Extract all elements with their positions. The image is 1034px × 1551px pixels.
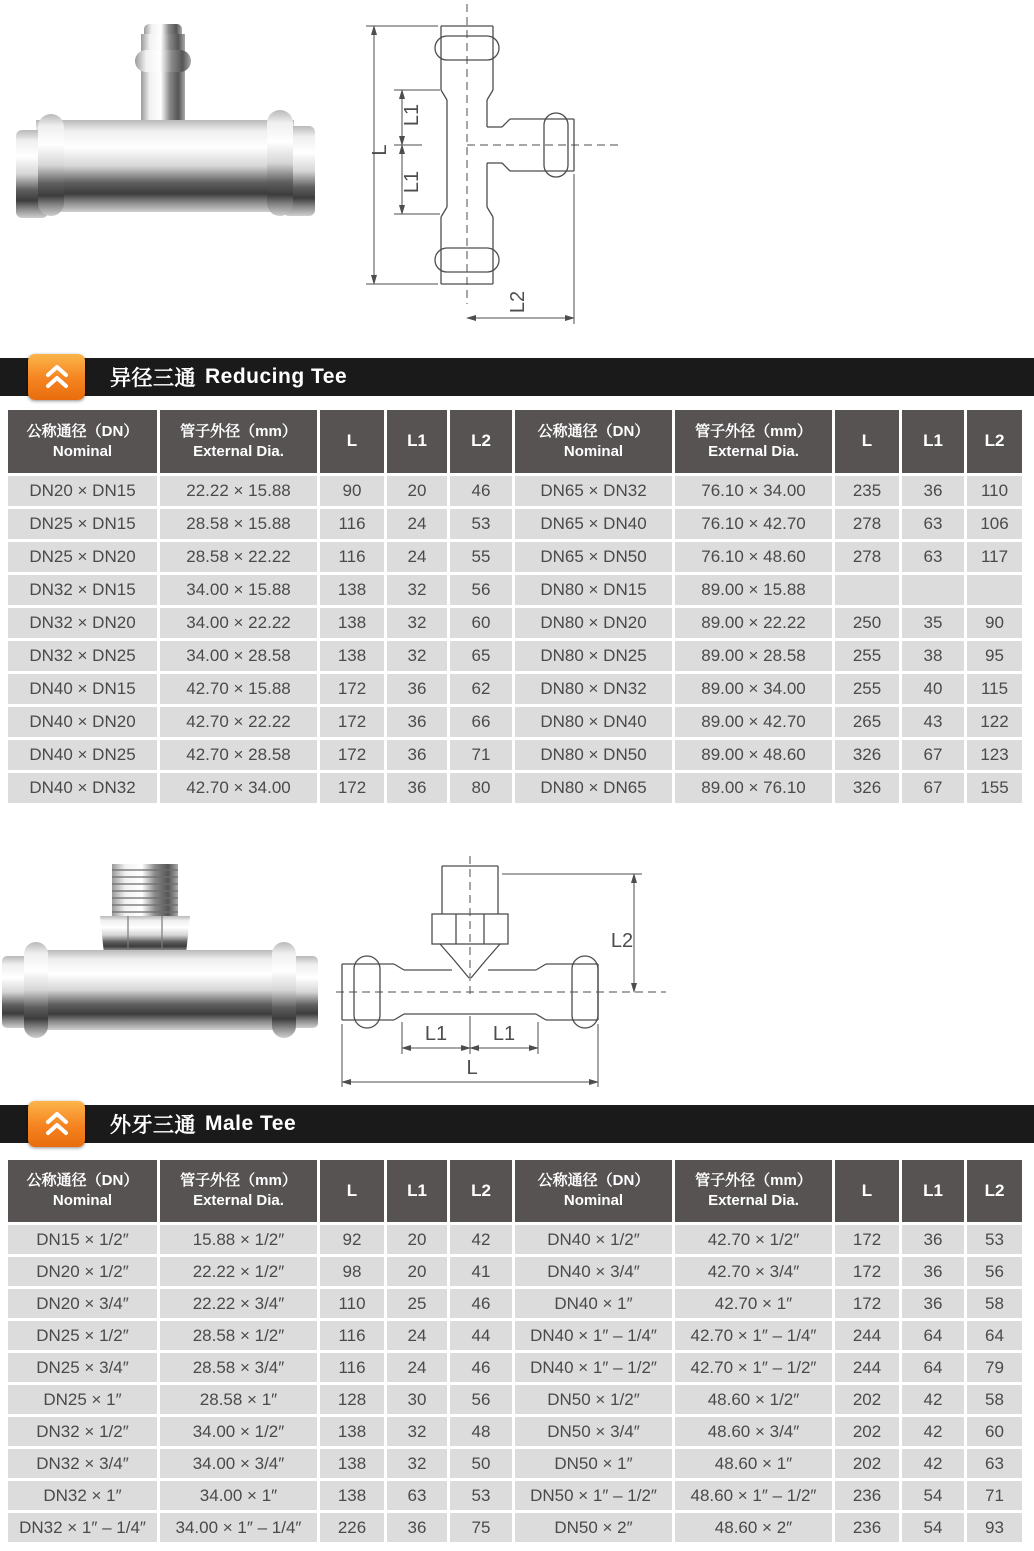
table-cell: 36 bbox=[387, 707, 447, 737]
table-cell: 236 bbox=[835, 1481, 899, 1510]
table-cell: DN80 × DN50 bbox=[515, 740, 672, 770]
table-cell: DN25 × 3/4″ bbox=[8, 1353, 157, 1382]
reducing-tee-table bbox=[8, 410, 1025, 803]
table-cell: 75 bbox=[450, 1513, 512, 1542]
table-cell: 34.00 × 28.58 bbox=[160, 641, 317, 671]
table-cell: DN40 × 1″ – 1/4″ bbox=[515, 1321, 672, 1350]
table-cell: 42 bbox=[902, 1449, 964, 1478]
table-cell: 28.58 × 1/2″ bbox=[160, 1321, 317, 1350]
table-cell: 172 bbox=[320, 740, 384, 770]
table-cell: 202 bbox=[835, 1449, 899, 1478]
table-row bbox=[8, 608, 1025, 638]
table-cell: 63 bbox=[387, 1481, 447, 1510]
table-cell: 32 bbox=[387, 608, 447, 638]
table-cell: 46 bbox=[450, 1289, 512, 1318]
table-cell: 42.70 × 15.88 bbox=[160, 674, 317, 704]
table-cell: 48.60 × 2″ bbox=[675, 1513, 832, 1542]
table-cell: DN40 × 3/4″ bbox=[515, 1257, 672, 1286]
table-cell: 89.00 × 42.70 bbox=[675, 707, 832, 737]
table-row bbox=[8, 1513, 1025, 1542]
table-cell: 34.00 × 1″ – 1/4″ bbox=[160, 1513, 317, 1542]
table-row bbox=[8, 509, 1025, 539]
table-cell: 62 bbox=[450, 674, 512, 704]
header-nominal-right: 公称通径（DN） Nominal bbox=[515, 1160, 672, 1222]
male-tee-table bbox=[8, 1160, 1025, 1542]
table-row bbox=[8, 674, 1025, 704]
table-cell: 38 bbox=[902, 641, 964, 671]
dim-label-l2: L2 bbox=[507, 290, 529, 314]
table-cell: 48.60 × 1/2″ bbox=[675, 1385, 832, 1414]
section-title-en: Reducing Tee bbox=[205, 365, 348, 388]
table-row bbox=[8, 740, 1025, 770]
table-cell: 265 bbox=[835, 707, 899, 737]
table-cell: 60 bbox=[450, 608, 512, 638]
dim-label-l2: L2 bbox=[610, 930, 634, 952]
table-cell: 90 bbox=[967, 608, 1022, 638]
table-row bbox=[8, 1481, 1025, 1510]
table-cell: 117 bbox=[967, 542, 1022, 572]
header-external-right: 管子外径（mm） External Dia. bbox=[675, 410, 832, 473]
table-cell: 278 bbox=[835, 542, 899, 572]
table-cell: 110 bbox=[320, 1289, 384, 1318]
table-cell: DN65 × DN32 bbox=[515, 476, 672, 506]
table-row bbox=[8, 1225, 1025, 1254]
table-cell: DN32 × 1″ bbox=[8, 1481, 157, 1510]
dim-label-l: L bbox=[369, 144, 391, 156]
table-cell: DN20 × 1/2″ bbox=[8, 1257, 157, 1286]
table-cell: 89.00 × 15.88 bbox=[675, 575, 832, 605]
table-cell: 36 bbox=[387, 773, 447, 803]
table-cell: 36 bbox=[902, 1257, 964, 1286]
table-cell: 92 bbox=[320, 1225, 384, 1254]
table-cell: 34.00 × 22.22 bbox=[160, 608, 317, 638]
table-cell: 42.70 × 1″ – 1/2″ bbox=[675, 1353, 832, 1382]
table-cell bbox=[835, 575, 899, 605]
table-cell: 122 bbox=[967, 707, 1022, 737]
table-cell: 54 bbox=[902, 1513, 964, 1542]
table-cell: 42.70 × 22.22 bbox=[160, 707, 317, 737]
dim-label-l1-upper: L1 bbox=[401, 103, 423, 127]
double-chevron-up-icon bbox=[41, 1109, 73, 1139]
table-cell: 172 bbox=[320, 773, 384, 803]
table-cell: 28.58 × 22.22 bbox=[160, 542, 317, 572]
table-cell: 34.00 × 1″ bbox=[160, 1481, 317, 1510]
table-cell: 226 bbox=[320, 1513, 384, 1542]
table-cell: DN32 × DN20 bbox=[8, 608, 157, 638]
table-cell: 63 bbox=[902, 542, 964, 572]
table-cell: 42.70 × 1/2″ bbox=[675, 1225, 832, 1254]
dim-label-l1-lower: L1 bbox=[401, 170, 423, 194]
header-external-left: 管子外径（mm） External Dia. bbox=[160, 410, 317, 473]
double-chevron-up-icon bbox=[41, 362, 73, 392]
table-row bbox=[8, 641, 1025, 671]
table-cell: 63 bbox=[967, 1449, 1022, 1478]
table-cell: 36 bbox=[387, 674, 447, 704]
table-cell: 53 bbox=[450, 1481, 512, 1510]
table-cell: 60 bbox=[967, 1417, 1022, 1446]
table-cell: 36 bbox=[387, 740, 447, 770]
table-cell: 28.58 × 1″ bbox=[160, 1385, 317, 1414]
table-cell: 67 bbox=[902, 773, 964, 803]
table-cell: DN40 × DN25 bbox=[8, 740, 157, 770]
header-nominal-right: 公称通径（DN） Nominal bbox=[515, 410, 672, 473]
table-row bbox=[8, 1353, 1025, 1382]
table-cell: 138 bbox=[320, 575, 384, 605]
table-cell: 244 bbox=[835, 1321, 899, 1350]
table-cell: 89.00 × 22.22 bbox=[675, 608, 832, 638]
table-cell: 95 bbox=[967, 641, 1022, 671]
table-cell: 53 bbox=[450, 509, 512, 539]
table-cell: DN32 × 1″ – 1/4″ bbox=[8, 1513, 157, 1542]
table-cell: 138 bbox=[320, 641, 384, 671]
table-cell: 172 bbox=[835, 1257, 899, 1286]
table-header-row bbox=[8, 410, 1025, 473]
table-cell: DN80 × DN20 bbox=[515, 608, 672, 638]
table-cell: 67 bbox=[902, 740, 964, 770]
table-cell: DN50 × 1″ bbox=[515, 1449, 672, 1478]
male-tee-table-body bbox=[8, 1225, 1025, 1542]
table-cell: 172 bbox=[835, 1289, 899, 1318]
table-cell: DN50 × 3/4″ bbox=[515, 1417, 672, 1446]
table-cell: DN32 × 3/4″ bbox=[8, 1449, 157, 1478]
table-cell: 36 bbox=[902, 1225, 964, 1254]
table-cell bbox=[967, 575, 1022, 605]
table-cell: 89.00 × 48.60 bbox=[675, 740, 832, 770]
table-cell: 46 bbox=[450, 476, 512, 506]
table-cell: 326 bbox=[835, 773, 899, 803]
section-title-zh: 外牙三通 bbox=[110, 1114, 196, 1137]
table-cell: 64 bbox=[967, 1321, 1022, 1350]
table-cell: 24 bbox=[387, 1321, 447, 1350]
table-cell: 22.22 × 15.88 bbox=[160, 476, 317, 506]
table-cell: 55 bbox=[450, 542, 512, 572]
table-cell: DN15 × 1/2″ bbox=[8, 1225, 157, 1254]
table-cell: 30 bbox=[387, 1385, 447, 1414]
table-cell: 138 bbox=[320, 1481, 384, 1510]
male-tee-photo bbox=[0, 852, 340, 1100]
table-cell: 42 bbox=[450, 1225, 512, 1254]
table-cell: 64 bbox=[902, 1321, 964, 1350]
header-external-left: 管子外径（mm） External Dia. bbox=[160, 1160, 317, 1222]
header-l2-right: L2 bbox=[967, 410, 1022, 473]
table-cell: 32 bbox=[387, 641, 447, 671]
table-cell: DN32 × 1/2″ bbox=[8, 1417, 157, 1446]
table-cell: DN40 × DN15 bbox=[8, 674, 157, 704]
table-cell: 326 bbox=[835, 740, 899, 770]
table-cell: 76.10 × 34.00 bbox=[675, 476, 832, 506]
table-cell: DN25 × 1/2″ bbox=[8, 1321, 157, 1350]
table-cell: 48 bbox=[450, 1417, 512, 1446]
header-l-right: L bbox=[835, 1160, 899, 1222]
table-row bbox=[8, 1385, 1025, 1414]
table-cell: 138 bbox=[320, 1417, 384, 1446]
header-l-left: L bbox=[320, 410, 384, 473]
header-l2-right: L2 bbox=[967, 1160, 1022, 1222]
table-cell: 71 bbox=[450, 740, 512, 770]
table-cell: 250 bbox=[835, 608, 899, 638]
dim-label-l1-left: L1 bbox=[424, 1023, 448, 1045]
table-cell: 58 bbox=[967, 1385, 1022, 1414]
header-l1-left: L1 bbox=[387, 1160, 447, 1222]
table-cell: 93 bbox=[967, 1513, 1022, 1542]
male-tee-section-bar bbox=[0, 1105, 1034, 1143]
table-cell: DN20 × DN15 bbox=[8, 476, 157, 506]
table-cell: DN40 × DN32 bbox=[8, 773, 157, 803]
table-cell: 89.00 × 34.00 bbox=[675, 674, 832, 704]
table-cell: 90 bbox=[320, 476, 384, 506]
table-cell: 278 bbox=[835, 509, 899, 539]
dim-label-l1-right: L1 bbox=[492, 1023, 516, 1045]
table-cell: 28.58 × 15.88 bbox=[160, 509, 317, 539]
table-cell: 255 bbox=[835, 641, 899, 671]
table-cell: DN80 × DN15 bbox=[515, 575, 672, 605]
table-cell: DN80 × DN65 bbox=[515, 773, 672, 803]
header-l1-left: L1 bbox=[387, 410, 447, 473]
table-cell: 172 bbox=[835, 1225, 899, 1254]
table-cell: 36 bbox=[902, 476, 964, 506]
table-cell: 28.58 × 3/4″ bbox=[160, 1353, 317, 1382]
table-cell: 110 bbox=[967, 476, 1022, 506]
table-cell: 42.70 × 1″ – 1/4″ bbox=[675, 1321, 832, 1350]
table-cell: 64 bbox=[902, 1353, 964, 1382]
table-cell: DN40 × 1″ – 1/2″ bbox=[515, 1353, 672, 1382]
table-cell: 35 bbox=[902, 608, 964, 638]
table-cell: 128 bbox=[320, 1385, 384, 1414]
table-cell: DN32 × DN15 bbox=[8, 575, 157, 605]
table-cell: 76.10 × 42.70 bbox=[675, 509, 832, 539]
table-cell: 138 bbox=[320, 608, 384, 638]
table-row bbox=[8, 773, 1025, 803]
table-row bbox=[8, 707, 1025, 737]
table-cell: 32 bbox=[387, 575, 447, 605]
table-cell: 42.70 × 28.58 bbox=[160, 740, 317, 770]
male-tee-dimension-drawing bbox=[332, 852, 677, 1104]
table-cell: 244 bbox=[835, 1353, 899, 1382]
dim-label-l: L bbox=[466, 1057, 478, 1079]
table-cell: 36 bbox=[902, 1289, 964, 1318]
table-cell: 56 bbox=[450, 1385, 512, 1414]
table-cell: 66 bbox=[450, 707, 512, 737]
table-cell: DN40 × 1″ bbox=[515, 1289, 672, 1318]
table-cell: 123 bbox=[967, 740, 1022, 770]
table-cell: 54 bbox=[902, 1481, 964, 1510]
table-row bbox=[8, 1289, 1025, 1318]
table-cell: 255 bbox=[835, 674, 899, 704]
header-l-right: L bbox=[835, 410, 899, 473]
table-cell: 20 bbox=[387, 1257, 447, 1286]
table-cell: 42 bbox=[902, 1385, 964, 1414]
table-cell: 236 bbox=[835, 1513, 899, 1542]
table-cell: 22.22 × 1/2″ bbox=[160, 1257, 317, 1286]
section-title bbox=[110, 358, 347, 396]
table-cell: 48.60 × 3/4″ bbox=[675, 1417, 832, 1446]
table-cell: 155 bbox=[967, 773, 1022, 803]
reducing-tee-table-body bbox=[8, 476, 1025, 803]
table-cell: 20 bbox=[387, 1225, 447, 1254]
section-badge bbox=[28, 1101, 85, 1147]
header-external-right: 管子外径（mm） External Dia. bbox=[675, 1160, 832, 1222]
table-cell: 24 bbox=[387, 542, 447, 572]
table-cell: 34.00 × 1/2″ bbox=[160, 1417, 317, 1446]
table-cell: 172 bbox=[320, 707, 384, 737]
header-nominal-left: 公称通径（DN） Nominal bbox=[8, 410, 157, 473]
table-cell: 106 bbox=[967, 509, 1022, 539]
table-cell: 40 bbox=[902, 674, 964, 704]
table-cell: DN25 × DN20 bbox=[8, 542, 157, 572]
table-cell: 24 bbox=[387, 1353, 447, 1382]
table-cell: 20 bbox=[387, 476, 447, 506]
table-row bbox=[8, 1257, 1025, 1286]
table-cell: DN50 × 1″ – 1/2″ bbox=[515, 1481, 672, 1510]
table-cell: 98 bbox=[320, 1257, 384, 1286]
table-cell: 56 bbox=[450, 575, 512, 605]
header-l2-left: L2 bbox=[450, 1160, 512, 1222]
table-cell: 46 bbox=[450, 1353, 512, 1382]
header-nominal-left: 公称通径（DN） Nominal bbox=[8, 1160, 157, 1222]
table-cell: 34.00 × 15.88 bbox=[160, 575, 317, 605]
reducing-tee-photo bbox=[8, 2, 323, 260]
table-cell: 65 bbox=[450, 641, 512, 671]
table-row bbox=[8, 476, 1025, 506]
table-cell: 56 bbox=[967, 1257, 1022, 1286]
table-cell: 89.00 × 76.10 bbox=[675, 773, 832, 803]
table-row bbox=[8, 1449, 1025, 1478]
table-cell: 24 bbox=[387, 509, 447, 539]
table-cell: 116 bbox=[320, 509, 384, 539]
table-cell: 32 bbox=[387, 1417, 447, 1446]
table-cell: DN25 × DN15 bbox=[8, 509, 157, 539]
table-cell: 32 bbox=[387, 1449, 447, 1478]
table-cell: DN65 × DN40 bbox=[515, 509, 672, 539]
table-cell: DN40 × 1/2″ bbox=[515, 1225, 672, 1254]
table-cell: 71 bbox=[967, 1481, 1022, 1510]
table-cell: 235 bbox=[835, 476, 899, 506]
table-cell: 115 bbox=[967, 674, 1022, 704]
table-cell: DN50 × 1/2″ bbox=[515, 1385, 672, 1414]
table-cell: 116 bbox=[320, 542, 384, 572]
table-cell: DN80 × DN40 bbox=[515, 707, 672, 737]
table-cell: 53 bbox=[967, 1225, 1022, 1254]
header-l-left: L bbox=[320, 1160, 384, 1222]
table-cell: 42.70 × 34.00 bbox=[160, 773, 317, 803]
table-cell: DN40 × DN20 bbox=[8, 707, 157, 737]
table-cell: 138 bbox=[320, 1449, 384, 1478]
table-cell: 63 bbox=[902, 509, 964, 539]
table-row bbox=[8, 575, 1025, 605]
table-cell: 172 bbox=[320, 674, 384, 704]
table-cell: 89.00 × 28.58 bbox=[675, 641, 832, 671]
table-cell: 22.22 × 3/4″ bbox=[160, 1289, 317, 1318]
table-cell: 25 bbox=[387, 1289, 447, 1318]
table-cell: 41 bbox=[450, 1257, 512, 1286]
table-cell: DN20 × 3/4″ bbox=[8, 1289, 157, 1318]
table-cell: 79 bbox=[967, 1353, 1022, 1382]
table-cell: 80 bbox=[450, 773, 512, 803]
table-cell: 44 bbox=[450, 1321, 512, 1350]
section-title-zh: 异径三通 bbox=[110, 367, 196, 390]
table-row bbox=[8, 542, 1025, 572]
table-cell: 36 bbox=[387, 1513, 447, 1542]
table-cell: 48.60 × 1″ – 1/2″ bbox=[675, 1481, 832, 1510]
table-row bbox=[8, 1321, 1025, 1350]
header-l2-left: L2 bbox=[450, 410, 512, 473]
table-cell: 34.00 × 3/4″ bbox=[160, 1449, 317, 1478]
table-cell: 42.70 × 1″ bbox=[675, 1289, 832, 1318]
table-cell: 116 bbox=[320, 1321, 384, 1350]
table-cell: DN80 × DN32 bbox=[515, 674, 672, 704]
header-l1-right: L1 bbox=[902, 410, 964, 473]
table-row bbox=[8, 1417, 1025, 1446]
table-cell: DN50 × 2″ bbox=[515, 1513, 672, 1542]
table-cell: 58 bbox=[967, 1289, 1022, 1318]
reducing-tee-section-bar bbox=[0, 358, 1034, 396]
table-cell: 50 bbox=[450, 1449, 512, 1478]
reducing-tee-dimension-drawing bbox=[352, 2, 647, 340]
table-cell: 116 bbox=[320, 1353, 384, 1382]
table-cell: 76.10 × 48.60 bbox=[675, 542, 832, 572]
table-cell: DN65 × DN50 bbox=[515, 542, 672, 572]
header-l1-right: L1 bbox=[902, 1160, 964, 1222]
table-cell: 48.60 × 1″ bbox=[675, 1449, 832, 1478]
table-cell: DN80 × DN25 bbox=[515, 641, 672, 671]
table-cell: DN32 × DN25 bbox=[8, 641, 157, 671]
section-title-en: Male Tee bbox=[205, 1112, 297, 1135]
table-cell: DN25 × 1″ bbox=[8, 1385, 157, 1414]
table-cell bbox=[902, 575, 964, 605]
table-cell: 202 bbox=[835, 1417, 899, 1446]
table-header-row bbox=[8, 1160, 1025, 1222]
table-cell: 42.70 × 3/4″ bbox=[675, 1257, 832, 1286]
table-cell: 42 bbox=[902, 1417, 964, 1446]
section-title bbox=[110, 1105, 296, 1143]
table-cell: 15.88 × 1/2″ bbox=[160, 1225, 317, 1254]
table-cell: 202 bbox=[835, 1385, 899, 1414]
table-cell: 43 bbox=[902, 707, 964, 737]
section-badge bbox=[28, 354, 85, 400]
